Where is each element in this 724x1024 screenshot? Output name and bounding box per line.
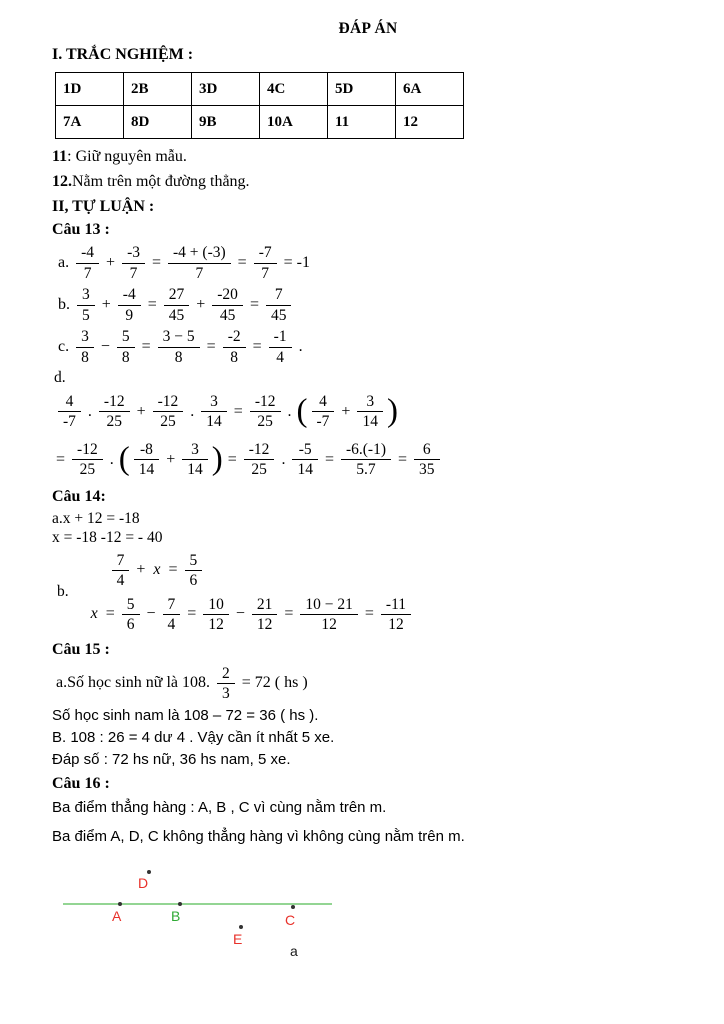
section-heading-tu-luan: II, TỰ LUẬN : bbox=[52, 198, 155, 215]
fraction: $\frac{3 - 5}{8}$ bbox=[158, 327, 200, 367]
math-text: = 72 ( hs ) bbox=[241, 674, 308, 692]
fraction: $\frac{-12}{25}$ bbox=[244, 440, 275, 480]
page-title: ĐÁP ÁN bbox=[338, 20, 398, 37]
math-text: = bbox=[187, 605, 197, 623]
math-text: + bbox=[196, 296, 206, 313]
fraction: $\frac{-5}{14}$ bbox=[292, 440, 318, 480]
point-label-A: A bbox=[112, 908, 122, 925]
table-cell: 1D bbox=[56, 73, 124, 106]
fraction: $\frac{5}{6}$ bbox=[185, 551, 203, 591]
math-line-14b1 bbox=[109, 550, 414, 590]
note-11-number: 11 bbox=[52, 148, 68, 165]
math-line-13d1 bbox=[55, 389, 684, 435]
cau14-line-a2: x = -18 -12 = - 40 bbox=[52, 528, 163, 546]
math-text: a. bbox=[58, 254, 70, 271]
answer-table bbox=[55, 72, 464, 139]
math-variable: x bbox=[153, 561, 161, 579]
math-text: a.Số học sinh nữ là 108. bbox=[56, 674, 210, 692]
math-text: c. bbox=[58, 338, 70, 355]
table-cell: 7A bbox=[56, 106, 124, 139]
math-text: = bbox=[227, 450, 237, 468]
math-text: = bbox=[105, 605, 115, 623]
math-text: b. bbox=[58, 296, 70, 313]
math-text: . bbox=[87, 402, 92, 420]
math-text: = bbox=[56, 450, 66, 468]
math-text: = bbox=[147, 296, 157, 313]
fraction: $\frac{-12}{25}$ bbox=[250, 392, 281, 432]
table-row bbox=[56, 106, 464, 139]
table-cell: 8D bbox=[124, 106, 192, 139]
table-row bbox=[56, 73, 464, 106]
math-text: . bbox=[287, 402, 292, 420]
fraction: $\frac{3}{8}$ bbox=[76, 327, 94, 367]
math-text: . bbox=[298, 338, 303, 355]
part-b-label: b. bbox=[57, 583, 69, 601]
fraction: $\frac{-2}{8}$ bbox=[223, 327, 246, 367]
geometry-figure bbox=[52, 863, 684, 973]
fraction: $\frac{7}{45}$ bbox=[266, 285, 292, 325]
fraction: $\frac{4}{-7}$ bbox=[312, 392, 335, 432]
big-paren: ) bbox=[211, 441, 223, 478]
big-paren: ) bbox=[386, 393, 398, 430]
fraction: $\frac{-3}{7}$ bbox=[122, 243, 145, 283]
math-text: + bbox=[341, 402, 351, 420]
point-label-E: E bbox=[233, 931, 243, 948]
table-cell: 12 bbox=[396, 106, 464, 139]
math-line-14b2 bbox=[87, 594, 414, 634]
line-label-a: a bbox=[290, 943, 298, 960]
point-dot-D bbox=[147, 870, 151, 874]
fraction: $\frac{10 - 21}{12}$ bbox=[300, 595, 358, 635]
fraction: $\frac{27}{45}$ bbox=[164, 285, 190, 325]
note-11-text: : Giữ nguyên mẫu. bbox=[67, 148, 187, 165]
cau14-b-lines bbox=[69, 548, 414, 636]
fraction: $\frac{-1}{4}$ bbox=[269, 327, 292, 367]
math-text: + bbox=[101, 296, 111, 313]
fraction: $\frac{21}{12}$ bbox=[252, 595, 278, 635]
point-dot-A bbox=[118, 902, 122, 906]
math-text: = bbox=[324, 450, 334, 468]
math-text: . bbox=[109, 450, 114, 468]
math-text: = bbox=[249, 296, 259, 313]
big-paren: ( bbox=[118, 441, 130, 478]
table-cell: 10A bbox=[260, 106, 328, 139]
cau15-heading: Câu 15 : bbox=[52, 641, 110, 659]
fraction: $\frac{7}{4}$ bbox=[163, 595, 181, 635]
table-cell: 6A bbox=[396, 73, 464, 106]
fraction: $\frac{-7}{7}$ bbox=[254, 243, 277, 283]
math-variable: x bbox=[90, 605, 98, 623]
fraction: $\frac{-12}{25}$ bbox=[72, 440, 103, 480]
math-text: = bbox=[398, 450, 408, 468]
fraction: $\frac{7}{4}$ bbox=[112, 551, 130, 591]
math-text: = -1 bbox=[283, 254, 310, 271]
math-line-13b bbox=[54, 285, 684, 325]
cau16-line-1: Ba điểm thẳng hàng : A, B , C vì cùng nằm trên m. bbox=[52, 799, 387, 817]
fraction: $\frac{3}{5}$ bbox=[77, 285, 95, 325]
fraction: $\frac{-8}{14}$ bbox=[134, 440, 160, 480]
cau14-line-a1: a.x + 12 = -18 bbox=[52, 509, 140, 527]
point-dot-E bbox=[239, 925, 243, 929]
fraction: $\frac{-12}{25}$ bbox=[153, 392, 184, 432]
math-line-13d2 bbox=[52, 437, 684, 483]
point-dot-C bbox=[291, 905, 295, 909]
math-text: + bbox=[106, 254, 116, 271]
fraction: $\frac{5}{6}$ bbox=[122, 595, 140, 635]
fraction: $\frac{-20}{45}$ bbox=[212, 285, 243, 325]
fraction: $\frac{3}{14}$ bbox=[201, 392, 227, 432]
big-paren: ( bbox=[296, 393, 308, 430]
cau15-line-3: B. 108 : 26 = 4 dư 4 . Vậy cần ít nhất 5 xe. bbox=[52, 729, 335, 747]
table-cell: 4C bbox=[260, 73, 328, 106]
table-cell: 9B bbox=[192, 106, 260, 139]
fraction: $\frac{10}{12}$ bbox=[203, 595, 229, 635]
fraction: $\frac{6}{35}$ bbox=[414, 440, 440, 480]
math-text: = bbox=[168, 561, 178, 579]
math-text: = bbox=[206, 338, 216, 355]
math-text: − bbox=[100, 338, 110, 355]
math-text: = bbox=[364, 605, 374, 623]
fraction: $\frac{2}{3}$ bbox=[217, 664, 235, 704]
math-text: . bbox=[281, 450, 286, 468]
cau16-line-2: Ba điểm A, D, C không thẳng hàng vì không cùng nằm trên m. bbox=[52, 828, 465, 846]
math-text: + bbox=[166, 450, 176, 468]
math-text: = bbox=[284, 605, 294, 623]
fraction: $\frac{-6.(-1)}{5.7}$ bbox=[341, 440, 391, 480]
math-text: − bbox=[235, 605, 245, 623]
cau15-line-2: Số học sinh nam là 108 – 72 = 36 ( hs ). bbox=[52, 707, 319, 725]
table-cell: 3D bbox=[192, 73, 260, 106]
math-line-13a bbox=[54, 243, 684, 283]
cau15-line-4: Đáp số : 72 hs nữ, 36 hs nam, 5 xe. bbox=[52, 751, 291, 769]
note-12-text: Nằm trên một đường thẳng. bbox=[72, 173, 250, 190]
math-line-15a bbox=[52, 663, 684, 703]
fraction: $\frac{-4 + (-3)}{7}$ bbox=[168, 243, 231, 283]
math-text: + bbox=[136, 561, 146, 579]
cau14-part-b bbox=[52, 548, 684, 636]
math-text: − bbox=[146, 605, 156, 623]
math-text: + bbox=[136, 402, 146, 420]
cau16-heading: Câu 16 : bbox=[52, 775, 110, 793]
math-line-13c bbox=[54, 327, 684, 367]
point-label-B: B bbox=[171, 908, 181, 925]
section-heading-trac-nghiem: I. TRẮC NGHIỆM : bbox=[52, 46, 194, 63]
note-12-number: 12. bbox=[52, 173, 72, 190]
note-12 bbox=[52, 173, 684, 191]
part-d-label: d. bbox=[54, 369, 66, 386]
note-11 bbox=[52, 148, 684, 166]
cau13-heading: Câu 13 : bbox=[52, 221, 110, 238]
math-text: = bbox=[252, 338, 262, 355]
math-text: = bbox=[141, 338, 151, 355]
fraction: $\frac{5}{8}$ bbox=[117, 327, 135, 367]
fraction: $\frac{-11}{12}$ bbox=[381, 595, 411, 635]
table-cell: 11 bbox=[328, 106, 396, 139]
fraction: $\frac{-4}{9}$ bbox=[118, 285, 141, 325]
fraction: $\frac{-4}{7}$ bbox=[76, 243, 99, 283]
math-text: = bbox=[233, 402, 243, 420]
math-text: = bbox=[237, 254, 247, 271]
table-cell: 2B bbox=[124, 73, 192, 106]
fraction: $\frac{4}{-7}$ bbox=[58, 392, 81, 432]
fraction: $\frac{3}{14}$ bbox=[182, 440, 208, 480]
point-dot-B bbox=[178, 902, 182, 906]
point-label-D: D bbox=[138, 875, 149, 892]
math-text: = bbox=[151, 254, 162, 271]
math-text: . bbox=[190, 402, 195, 420]
fraction: $\frac{-12}{25}$ bbox=[99, 392, 130, 432]
cau14-heading: Câu 14: bbox=[52, 487, 106, 505]
point-label-C: C bbox=[285, 912, 296, 929]
table-cell: 5D bbox=[328, 73, 396, 106]
fraction: $\frac{3}{14}$ bbox=[357, 392, 383, 432]
